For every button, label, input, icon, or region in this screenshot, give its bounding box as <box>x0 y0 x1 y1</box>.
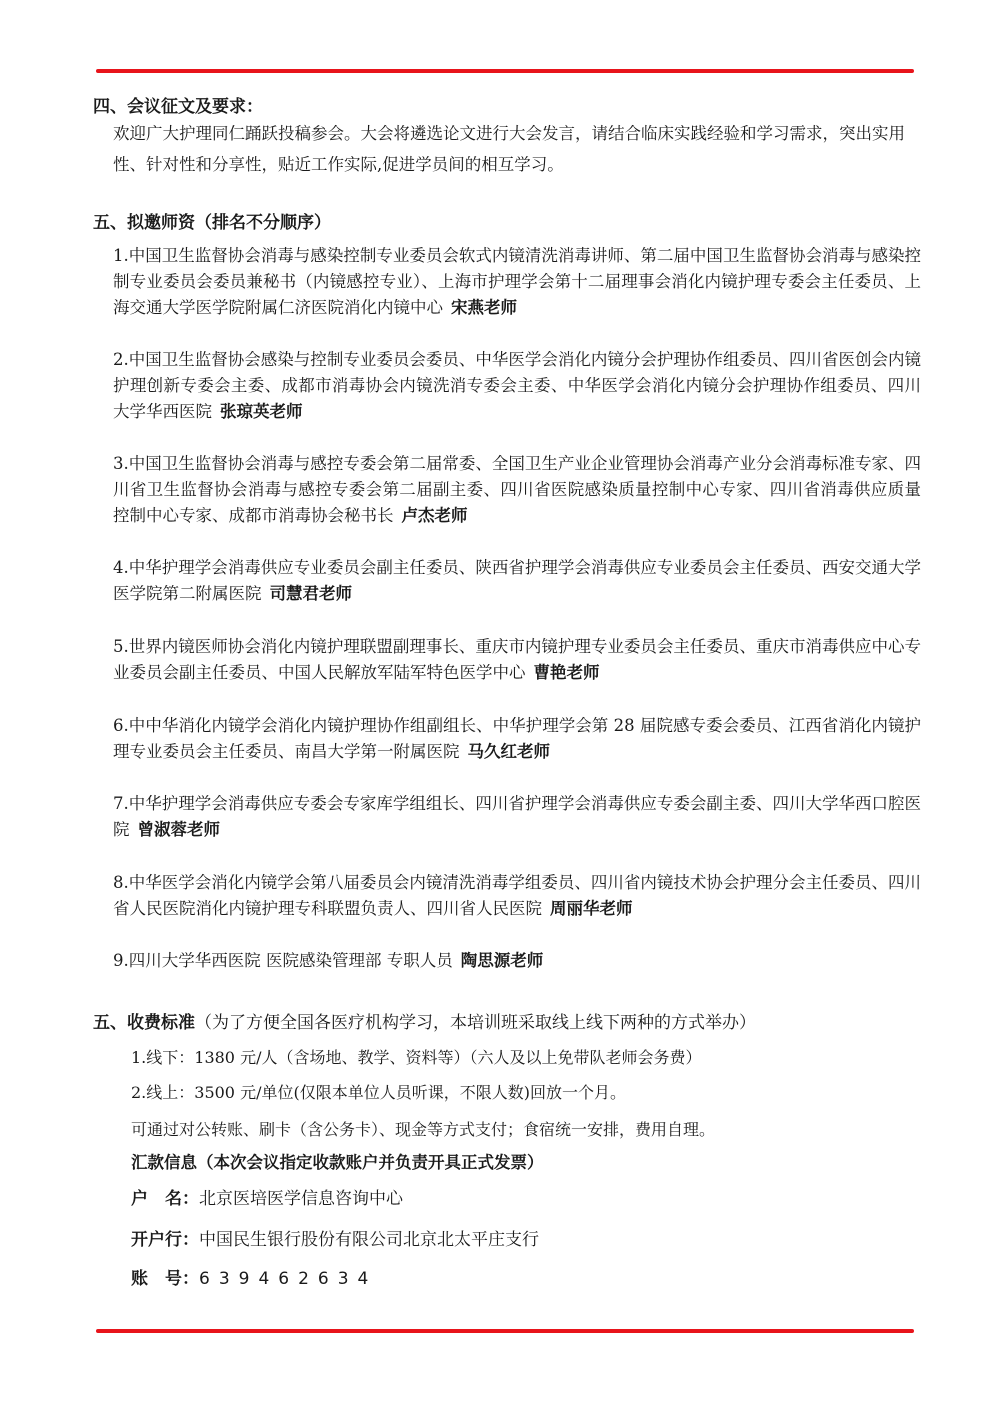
teacher-item-5: 5.世界内镜医师协会消化内镜护理联盟副理事长、重庆市内镜护理专业委员会主任委员、重庆市消毒供应中心专业委员会副主任委员、中国人民解放军陆军特色医学中心 曹艳老师 <box>113 637 921 682</box>
account-number-label: 账 号： <box>131 1269 199 1289</box>
teacher-name: 曾淑蓉老师 <box>137 820 220 839</box>
bank-row <box>131 1228 539 1252</box>
teacher-name: 曹艳老师 <box>533 663 600 682</box>
teacher-name: 陶思源老师 <box>460 951 544 970</box>
teacher-item-8: 8.中华医学会消化内镜学会第八届委员会内镜清洗消毒学组委员、四川省内镜技术协会护理分会主任委员、四川省人民医院消化内镜护理专科联盟负责人、四川省人民医院 周丽华老师 <box>113 873 921 918</box>
fee-online: 2.线上：3500 元/单位(仅限本单位人员听课，不限人数)回放一个月。 <box>131 1083 626 1102</box>
teacher-item-6: 6.中中华消化内镜学会消化内镜护理协作组副组长、中华护理学会第 28 届院感专委会委员、江西省消化内镜护理专业委员会主任委员、南昌大学第一附属医院 马久红老师 <box>113 716 921 761</box>
teacher-name: 卢杰老师 <box>401 506 468 525</box>
teacher-description: 中国卫生监督协会消毒与感染控制专业委员会软式内镜清洗消毒讲师、第二届中国卫生监督协会消毒与感染控制专业委员会委员兼秘书（内镜感控专业）、上海市护理学会第十二届理事会消化内镜护理专委会主任委员、上海交通大学医学院附属仁济医院消化内镜中心 <box>113 246 921 317</box>
account-name-label: 户 名： <box>131 1189 199 1209</box>
teacher-item-9: 9.四川大学华西医院 医院感染管理部 专职人员 陶思源老师 <box>113 951 544 970</box>
teacher-description: 世界内镜医师协会消化内镜护理联盟副理事长、重庆市内镜护理专业委员会主任委员、重庆市消毒供应中心专业委员会副主任委员、中国人民解放军陆军特色医学中心 <box>113 637 921 682</box>
teacher-description: 中华护理学会消毒供应专业委员会副主任委员、陕西省护理学会消毒供应专业委员会主任委员、西安交通大学医学院第二附属医院 <box>113 558 921 603</box>
teacher-description: 中华医学会消化内镜学会第八届委员会内镜清洗消毒学组委员、四川省内镜技术协会护理分会主任委员、四川省人民医院消化内镜护理专科联盟负责人、四川省人民医院 <box>113 873 921 918</box>
teacher-item-2: 2.中国卫生监督协会感染与控制专业委员会委员、中华医学会消化内镜分会护理协作组委员、四川省医创会内镜护理创新专委会主委、成都市消毒协会内镜洗消专委会主委、中华医学会消化内镜分会护理协作组委员、四川大学华西医院 张琼英老师 <box>113 350 921 421</box>
bottom-red-rule <box>96 1329 914 1333</box>
teacher-item-1: 1.中国卫生监督协会消毒与感染控制专业委员会软式内镜清洗消毒讲师、第二届中国卫生监督协会消毒与感染控制专业委员会委员兼秘书（内镜感控专业）、上海市护理学会第十二届理事会消化内镜护理专委会主任委员、上海交通大学医学院附属仁济医院消化内镜中心 宋燕老师 <box>113 246 921 317</box>
teacher-description: 中中华消化内镜学会消化内镜护理协作组副组长、中华护理学会第 28 届院感专委会委员、江西省消化内镜护理专业委员会主任委员、南昌大学第一附属医院 <box>113 716 921 761</box>
teacher-name: 司慧君老师 <box>269 584 352 603</box>
teacher-name: 宋燕老师 <box>451 298 517 317</box>
bank-label: 开户行： <box>131 1230 199 1250</box>
account-number-value: 639462634 <box>199 1269 378 1289</box>
bank-value: 中国民生银行股份有限公司北京北太平庄支行 <box>199 1230 539 1250</box>
section4-body: 欢迎广大护理同仁踊跃投稿参会。大会将遴选论文进行大会发言，请结合临床实践经验和学习需求，突出实用性、针对性和分享性，贴近工作实际,促进学员间的相互学习。 <box>113 124 905 174</box>
section5-heading: 五、拟邀师资（排名不分顺序） <box>93 213 331 233</box>
payment-methods: 可通过对公转账、刷卡（含公务卡）、现金等方式支付；食宿统一安排，费用自理。 <box>131 1120 716 1139</box>
top-red-rule <box>96 69 914 73</box>
teacher-item-3: 3.中国卫生监督协会消毒与感控专委会第二届常委、全国卫生产业企业管理协会消毒产业分会消毒标准专家、四川省卫生监督协会消毒与感控专委会第二届副主委、四川省医院感染质量控制中心专家、四川省消毒供应质量控制中心专家、成都市消毒协会秘书长 卢杰老师 <box>113 454 921 525</box>
teacher-item-4: 4.中华护理学会消毒供应专业委员会副主任委员、陕西省护理学会消毒供应专业委员会主任委员、西安交通大学医学院第二附属医院 司慧君老师 <box>113 558 921 603</box>
teacher-name: 周丽华老师 <box>550 899 633 918</box>
section4-heading: 四、会议征文及要求： <box>93 97 263 117</box>
teacher-item-7: 7.中华护理学会消毒供应专委会专家库学组组长、四川省护理学会消毒供应专委会副主委、四川大学华西口腔医院 曾淑蓉老师 <box>113 794 921 839</box>
teacher-name: 马久红老师 <box>467 742 550 761</box>
teacher-description: 中国卫生监督协会消毒与感控专委会第二届常委、全国卫生产业企业管理协会消毒产业分会消毒标准专家、四川省卫生监督协会消毒与感控专委会第二届副主委、四川省医院感染质量控制中心专家、四川省消毒供应质量控制中心专家、成都市消毒协会秘书长 <box>113 454 921 525</box>
account-name-row <box>131 1187 403 1211</box>
fee-offline: 1.线下：1380 元/人（含场地、教学、资料等）（六人及以上免带队老师会务费） <box>131 1048 702 1067</box>
teacher-name: 张琼英老师 <box>220 402 303 421</box>
teacher-description: 四川大学华西医院 医院感染管理部 专职人员 <box>128 951 453 970</box>
teacher-description: 中国卫生监督协会感染与控制专业委员会委员、中华医学会消化内镜分会护理协作组委员、四川省医创会内镜护理创新专委会主委、成都市消毒协会内镜洗消专委会主委、中华医学会消化内镜分会护理协作组委员、四川大学华西医院 <box>113 350 921 421</box>
fees-heading: 五、收费标准（为了方便全国各医疗机构学习，本培训班采取线上线下两种的方式举办） <box>93 1013 756 1033</box>
account-number-row <box>131 1267 377 1291</box>
teacher-description: 中华护理学会消毒供应专委会专家库学组组长、四川省护理学会消毒供应专委会副主委、四川大学华西口腔医院 <box>113 794 921 839</box>
account-name-value: 北京医培医学信息咨询中心 <box>199 1189 403 1209</box>
remittance-title: 汇款信息（本次会议指定收款账户并负责开具正式发票） <box>131 1153 544 1172</box>
